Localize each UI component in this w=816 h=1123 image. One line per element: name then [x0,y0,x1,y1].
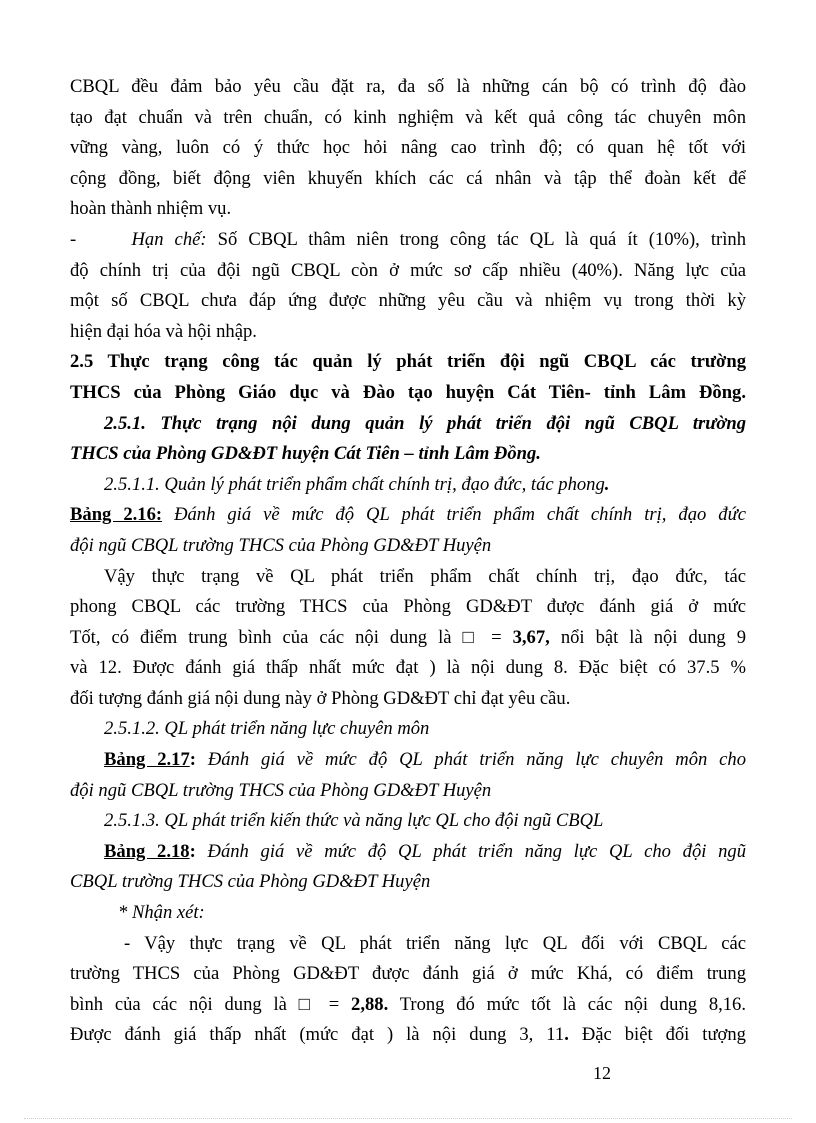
paragraph-line: Vậy thực trạng về QL phát triển phẩm chất chính trị, đạo đức, tác [104,565,746,587]
paragraph-line: độ chính trị của đội ngũ CBQL còn ở mức sơ cấp nhiều (40%). Năng lực của [70,259,746,281]
table-title: đội ngũ CBQL trường THCS của Phòng GD&ĐT Huyện [70,779,492,801]
footer-divider [24,1118,792,1119]
paragraph-line: cộng đồng, biết động viên khuyến khích các cá nhân và tập thể đoàn kết để [70,167,746,189]
subsection-heading: 2.5.1. Thực trạng nội dung quản lý phát triển đội ngũ CBQL trường [104,412,746,434]
limitation-line [70,225,746,256]
paragraph-line: bình của các nội dung là □ = 2,88. Trong đó mức tốt là các nội dung 8,16. [70,993,747,1015]
subsubsection-heading: 2.5.1.1. Quản lý phát triển phẩm chất chính trị, đạo đức, tác phong. [104,473,610,495]
paragraph-line: Được đánh giá thấp nhất (mức đạt ) là nội dung 3, 11. Đặc biệt đối tượng [70,1024,746,1046]
table-caption [70,500,746,531]
page-number: 12 [593,1063,611,1083]
paragraph-line: vững vàng, luôn có ý thức học hỏi nâng cao trình độ; có quan hệ tốt với [70,137,746,159]
average-score: 3,67, [512,626,550,648]
subsubsection-heading: 2.5.1.3. QL phát triển kiến thức và năng lực QL cho đội ngũ CBQL [104,810,604,832]
table-caption: Bảng 2.17: Đánh giá về mức độ QL phát triển năng lực chuyên môn cho [104,749,746,771]
section-heading: THCS của Phòng Giáo dục và Đào tạo huyện Cát Tiên- tỉnh Lâm Đồng. [70,381,746,403]
remark-heading: * Nhận xét: [118,902,205,924]
section-heading: 2.5 Thực trạng công tác quản lý phát triển đội ngũ CBQL các trường [70,351,746,373]
paragraph-line: phong CBQL các trường THCS của Phòng GD&ĐT được đánh giá ở mức [70,596,746,618]
paragraph-line: tạo đạt chuẩn và trên chuẩn, có kinh nghiệm và kết quả công tác chuyên môn [70,106,746,128]
table-label: Bảng 2.16: [70,504,163,526]
paragraph-line: hiện đại hóa và hội nhập. [70,320,257,342]
paragraph-line: một số CBQL chưa đáp ứng được những yêu cầu và nhiệm vụ trong thời kỳ [70,290,746,312]
subsection-heading: THCS của Phòng GD&ĐT huyện Cát Tiên – tỉnh Lâm Đồng. [70,443,541,465]
limitation-label: Hạn chế: [131,228,207,250]
average-score: 2,88. [351,993,389,1015]
document-body [70,72,746,1051]
paragraph-line: đối tượng đánh giá nội dung này ở Phòng GD&ĐT chỉ đạt yêu cầu. [70,687,571,709]
table-title: Đánh giá về mức độ QL phát triển phẩm chất chính trị, đạo đức [174,504,746,526]
table-title: Đánh giá về mức độ QL phát triển năng lực chuyên môn cho [207,749,746,771]
table-title: Đánh giá về mức độ QL phát triển năng lực QL cho đội ngũ [207,840,747,862]
paragraph-line: - Vậy thực trạng về QL phát triển năng lực QL đối với CBQL các [124,932,746,954]
table-caption: Bảng 2.18: Đánh giá về mức độ QL phát triển năng lực QL cho đội ngũ [104,840,747,862]
paragraph-line: và 12. Được đánh giá thấp nhất mức đạt ) là nội dung 8. Đặc biệt có 37.5 % [70,657,746,679]
paragraph-line: trường THCS của Phòng GD&ĐT được đánh giá ở mức Khá, có điểm trung [70,963,746,985]
paragraph-line: hoàn thành nhiệm vụ. [70,198,232,220]
table-label: Bảng 2.17 [104,749,190,771]
table-title: đội ngũ CBQL trường THCS của Phòng GD&ĐT Huyện [70,534,492,556]
paragraph-line: CBQL đều đảm bảo yêu cầu đặt ra, đa số là những cán bộ có trình độ đào [70,76,746,97]
subsubsection-heading: 2.5.1.2. QL phát triển năng lực chuyên môn [104,718,430,740]
paragraph-line: Tốt, có điểm trung bình của các nội dung là □ = 3,67, nổi bật là nội dung 9 [70,626,746,648]
table-title: CBQL trường THCS của Phòng GD&ĐT Huyện [70,871,431,893]
dash: - [70,228,77,250]
limitation-text: Số CBQL thâm niên trong công tác QL là quá ít (10%), trình [217,228,746,250]
table-label: Bảng 2.18 [104,840,190,862]
